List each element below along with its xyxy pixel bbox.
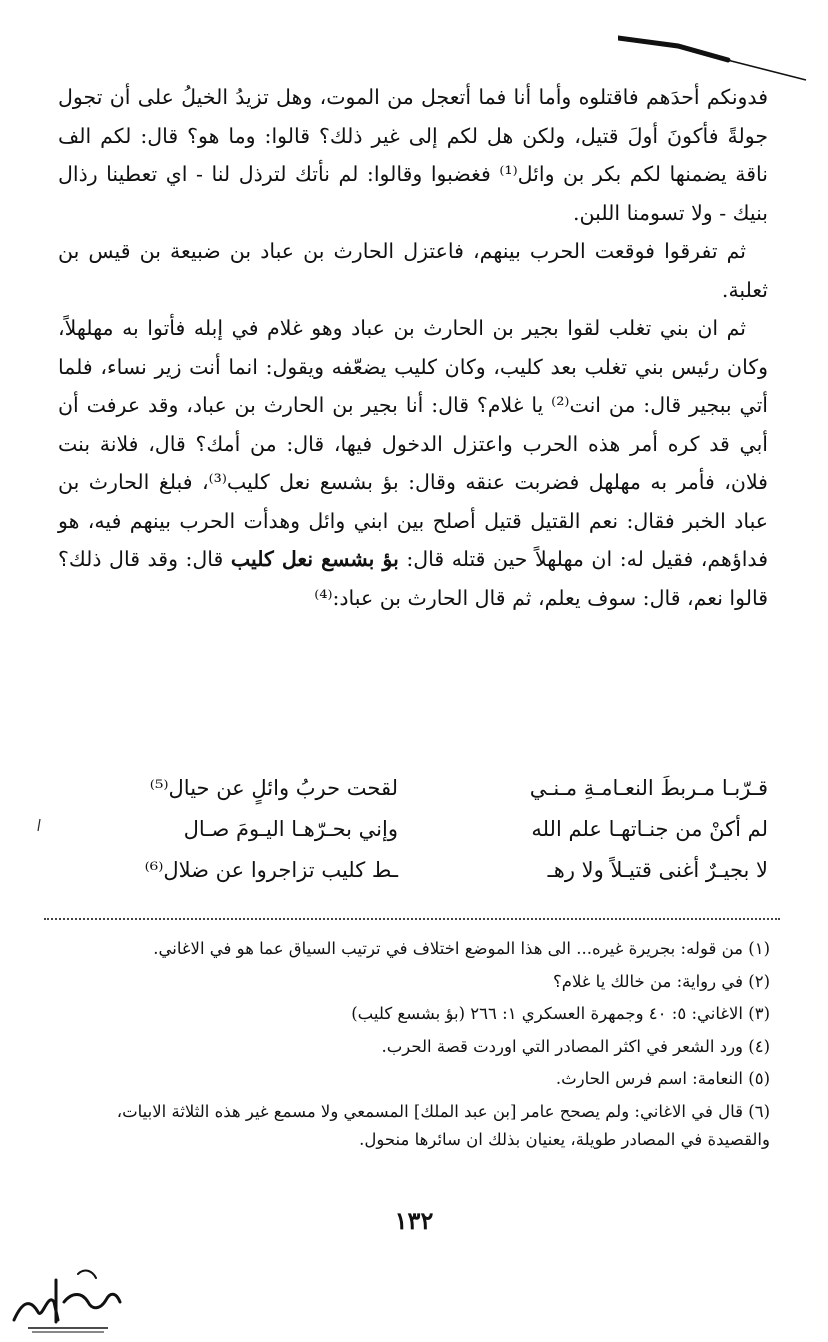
main-body-text bbox=[58, 78, 768, 617]
footnote-divider bbox=[44, 918, 780, 920]
footnote-6: (٦) قال في الاغاني: ولم يصحح عامر [بن عبد الملك] المسمعي ولا مسمع غير هذه الثلاثة الابيات، والقصيدة في المصادر طويلة، يعنيان بذلك ان سائرها منحول. bbox=[116, 1101, 770, 1149]
paragraph-3-bold-phrase: بؤ بشسع نعل كليب bbox=[230, 547, 399, 571]
verse-second-hemistich: ـط كليب تزاجروا عن ضلال⁽⁶⁾ bbox=[144, 858, 398, 882]
footnote-2: (٢) في رواية: من خالك يا غلام؟ bbox=[552, 971, 770, 991]
paragraph-3-part-b: قال: وقد قال ذلك؟ قالوا نعم، قال: سوف يعلم، ثم قال الحارث بن عباد:⁽⁴⁾ bbox=[58, 547, 768, 610]
poem-verse bbox=[58, 768, 768, 809]
footnote-1: (١) من قوله: بجريرة غيره... الى هذا الموضع اختلاف في ترتيب السياق عما هو في الاغاني. bbox=[153, 939, 770, 958]
footnotes bbox=[50, 935, 770, 1159]
paragraph-2: ثم تفرقوا فوقعت الحرب بينهم، فاعتزل الحارث بن عباد بن ضبيعة بن قيس بن ثعلبة. bbox=[58, 239, 768, 302]
stray-pen-mark bbox=[36, 818, 42, 832]
verse-first-hemistich: لم أكنْ من جنـاتهـا علم الله bbox=[531, 817, 768, 841]
verse-first-hemistich: لا بجيـرٌ أغنى قتيـلاً ولا رهـ bbox=[547, 858, 768, 882]
footnote-3: (٣) الاغاني: ٥: ٤٠ وجمهرة العسكري ١: ٢٦٦ (بؤ بشسع كليب) bbox=[351, 1004, 770, 1023]
verse-first-hemistich: قـرّبـا مـربطَ النعـامـةِ مـنـي bbox=[529, 776, 768, 800]
paragraph-1: فدونكم أحدَهم فاقتلوه وأما أنا فما أتعجل من الموت، وهل تزيدُ الخيلُ على أن تجول جولةً فأكونَ أولَ قتيل، ولكن هل لكم إلى غير ذلك؟ قالوا: وما هو؟ قال: لكم الف ناقة يضمنها لكم بكر بن وائل⁽¹⁾ فغضبوا وقالوا: لم نأتك لترذل لنا - اي تعطينا رذال بنيك - ولا تسومنا اللبن. bbox=[58, 85, 769, 225]
verse-second-hemistich: وإني بحـرّهـا اليـومَ صـال bbox=[183, 817, 398, 841]
paragraph-3 bbox=[58, 309, 768, 617]
verse-second-hemistich: لقحت حربُ وائلٍ عن حيال⁽⁵⁾ bbox=[149, 776, 398, 800]
poem bbox=[58, 768, 768, 891]
footnote-5: (٥) النعامة: اسم فرس الحارث. bbox=[555, 1069, 770, 1088]
poem-verse bbox=[58, 850, 768, 891]
library-seal-stamp-icon bbox=[8, 1262, 126, 1336]
poem-verse bbox=[58, 809, 768, 850]
page-number: ١٣٢ bbox=[394, 1206, 434, 1235]
scan-edge-mark bbox=[618, 34, 808, 84]
footnote-4: (٤) ورد الشعر في اكثر المصادر التي اوردت قصة الحرب. bbox=[381, 1036, 770, 1056]
paragraph-3-part-a: ثم ان بني تغلب لقوا بجير بن الحارث بن عباد وهو غلام في إبله فأتوا به مهلهلاً، وكان رئيس بني تغلب بعد كليب، وكان كليب يضعّفه ويقول: انما أنت زير نساء، فلما أتي ببجير قال: من انت⁽²⁾ يا غلام؟ قال: أنا بجير بن الحارث بن عباد، وقد عرفت أن أبي قد كره أمر هذه الحرب واعتزل الدخول فيها، قال: من أمك؟ قال، فلانة بنت فلان، فأمر به مهلهل فضربت عنقه وقال: بؤ بشسع نعل كليب⁽³⁾، فبلغ الحارث بن عباد الخبر فقال: نعم القتيل قتيل أصلح بين ابني وائل وهدأت الحرب بينهم فيه، هو فداؤهم، فقيل له: ان مهلهلاً حين قتله قال: bbox=[58, 316, 768, 571]
